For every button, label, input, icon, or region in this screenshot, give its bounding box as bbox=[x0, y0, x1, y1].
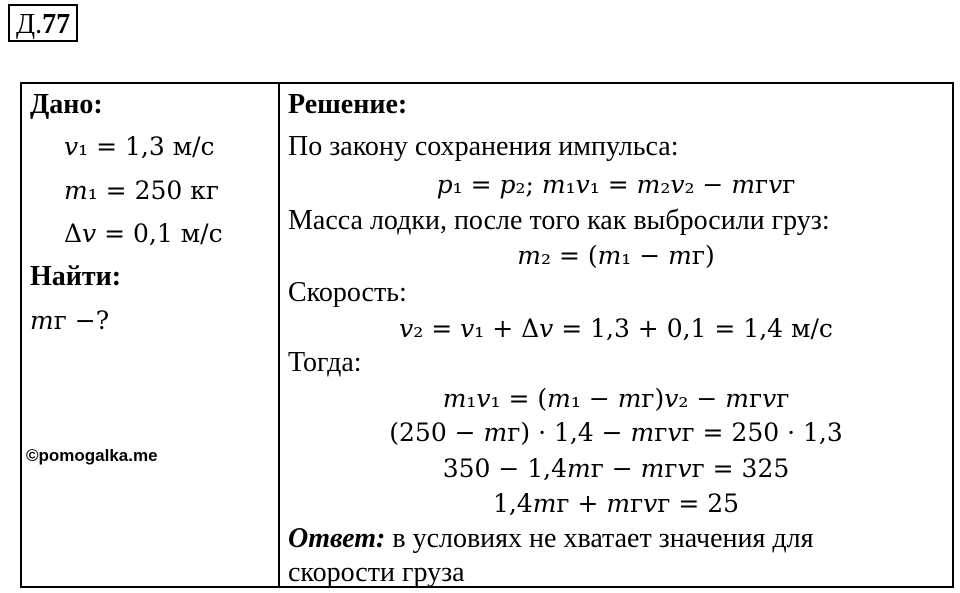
solution-formula-3: 𝑣₂ = 𝑣₁ + Δ𝑣 = 1,3 + 0,1 = 1,4 м/с bbox=[399, 314, 833, 343]
solution-formula-5: (250 − 𝑚г) · 1,4 − 𝑚г𝑣г = 250 · 1,3 bbox=[389, 418, 843, 447]
watermark: ©pomogalka.me bbox=[26, 446, 158, 465]
given-column bbox=[22, 84, 278, 586]
solution-formula-6: 350 − 1,4𝑚г − 𝑚г𝑣г = 325 bbox=[442, 454, 790, 483]
answer-label: Ответ: bbox=[288, 523, 386, 554]
solution-formula-2: 𝑚₂ = (𝑚₁ − 𝑚г) bbox=[517, 241, 715, 270]
find-heading: Найти: bbox=[30, 261, 122, 292]
solution-formula-1: 𝑝₁ = 𝑝₂; 𝑚₁𝑣₁ = 𝑚₂𝑣₂ − 𝑚г𝑣г bbox=[436, 170, 796, 199]
solution-formula-7: 1,4𝑚г + 𝑚г𝑣г = 25 bbox=[492, 489, 740, 518]
task-number-badge bbox=[8, 4, 78, 42]
solution-line-2: Масса лодки, после того как выбросили груз: bbox=[288, 205, 830, 236]
task-prefix: Д. bbox=[16, 9, 43, 40]
solution-formula-4: 𝑚₁𝑣₁ = (𝑚₁ − 𝑚г)𝑣₂ − 𝑚г𝑣г bbox=[442, 384, 790, 413]
answer-text-1: в условиях не хватает значения для bbox=[385, 523, 814, 554]
given-heading: Дано: bbox=[30, 89, 103, 120]
answer-line-1 bbox=[288, 522, 814, 556]
given-line-v1: 𝑣₁ = 1,3 м/с bbox=[64, 132, 215, 161]
solution-heading: Решение: bbox=[288, 89, 408, 120]
given-line-dv: Δ𝑣 = 0,1 м/с bbox=[64, 219, 223, 248]
solution-line-4: Тогда: bbox=[288, 347, 362, 378]
task-table bbox=[20, 82, 954, 588]
solution-line-3: Скорость: bbox=[288, 277, 407, 308]
solution-line-1: По закону сохранения импульса: bbox=[288, 131, 679, 162]
find-line: 𝑚г −? bbox=[30, 306, 110, 335]
task-number: 77 bbox=[42, 9, 71, 40]
answer-line-2: скорости груза bbox=[288, 557, 465, 588]
given-line-m1: 𝑚₁ = 250 кг bbox=[64, 176, 219, 205]
solution-column bbox=[280, 84, 952, 586]
